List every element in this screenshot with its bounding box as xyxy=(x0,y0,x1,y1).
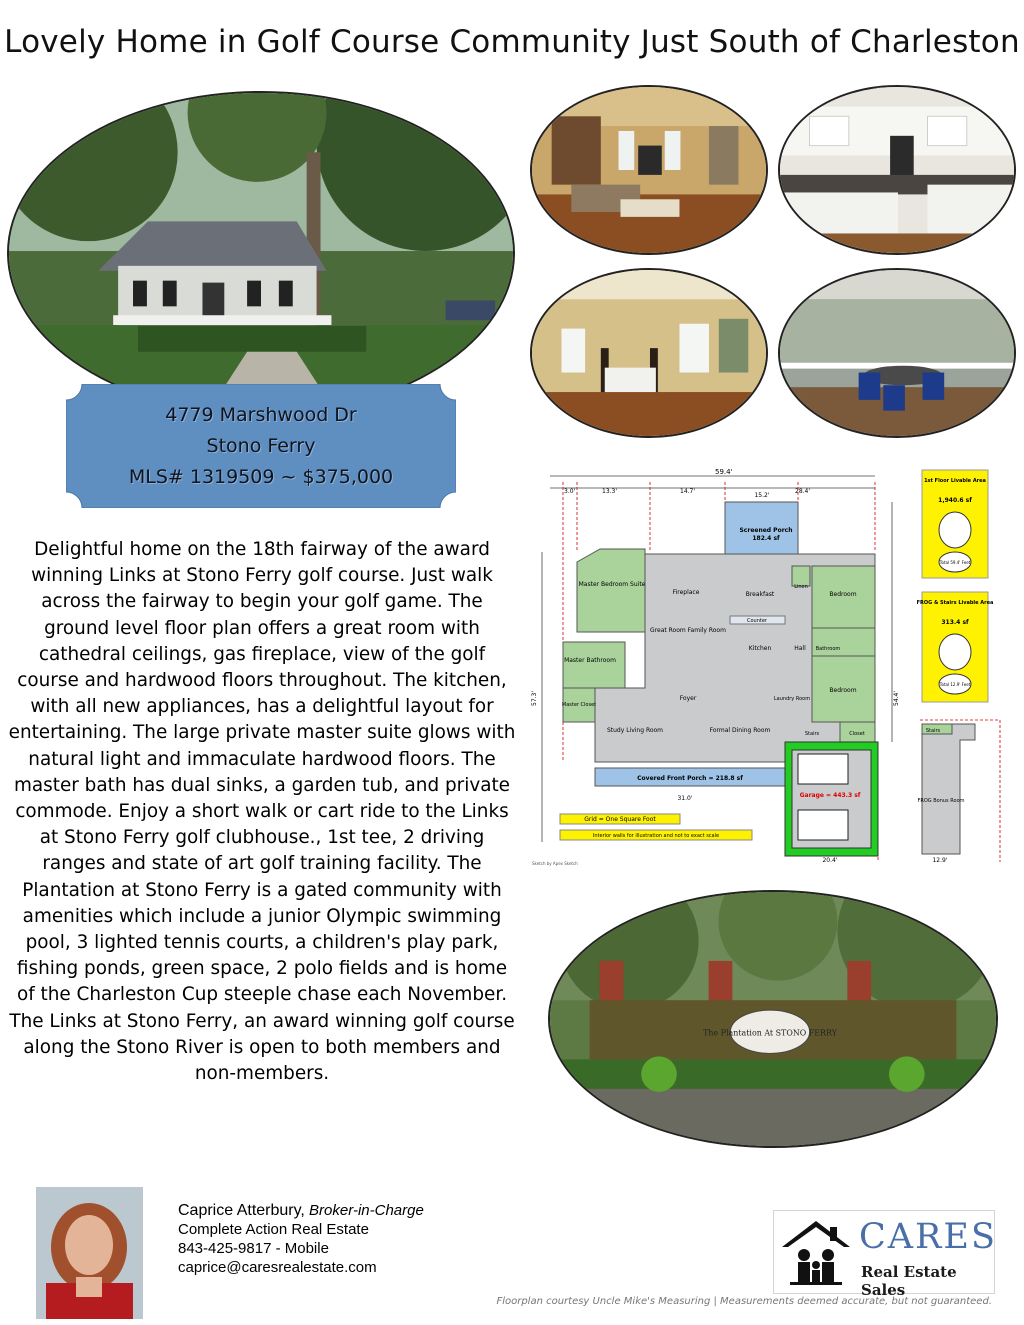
box-total: Total 12.9' Feet xyxy=(939,682,971,687)
legend-interior: Interior walls for illustration and not to exact scale xyxy=(592,833,720,839)
agent-photo xyxy=(36,1187,143,1319)
room-label: Linen xyxy=(794,584,808,590)
entrance-sign-text: The Plantation At STONO FERRY xyxy=(703,1028,837,1038)
room-label: Breakfast xyxy=(745,591,775,598)
page-title: Lovely Home in Golf Course Community Just South of Charleston xyxy=(4,24,1020,60)
box-title: FROG & Stairs Livable Area xyxy=(916,600,994,606)
dim-text: 20.4' xyxy=(822,857,838,864)
agent-email[interactable]: caprice@caresrealestate.com xyxy=(178,1259,377,1276)
box-value: 1,940.6 sf xyxy=(938,497,972,504)
room-label: Garage = 443.3 sf xyxy=(799,792,861,799)
room-label: Laundry Room xyxy=(773,696,811,702)
room-label: Master Bedroom Suite xyxy=(578,581,646,588)
logo-subtitle: Real Estate Sales xyxy=(861,1263,957,1299)
dim-text: 31.0' xyxy=(677,795,693,802)
floor-plan xyxy=(530,462,1010,870)
address-street: 4779 Marshwood Dr xyxy=(165,404,357,426)
room-label: Stairs xyxy=(804,731,820,737)
room-label: Foyer xyxy=(679,695,697,702)
exterior-photo xyxy=(7,91,515,415)
address-neighborhood: Stono Ferry xyxy=(206,435,316,457)
dim-text: 59.4' xyxy=(715,468,733,476)
kitchen-photo xyxy=(778,85,1016,255)
dim-text: 15.2' xyxy=(754,492,770,499)
floorplan-credit: Floorplan courtesy Uncle Mike's Measuring | Measurements deemed accurate, but not guaranteed. xyxy=(496,1296,992,1307)
agent-info xyxy=(178,1201,424,1277)
address-plaque xyxy=(66,384,456,508)
box-value: 313.4 sf xyxy=(941,619,969,626)
property-description: Delightful home on the 18th fairway of the award winning Links at Stono Ferry golf course. Just walk across the fairway to begin your golf game. The ground level floor plan offers a great room with cathedral ceilings, gas fireplace, view of the golf course and hardwood floors throughout. The kitchen, with all new appliances, has a delightful layout for entertaining. The large private master suite glows with natural light and immaculate hardwood floors. The master bath has dual sinks, a garden tub, and private commode. Enjoy a short walk or cart ride to the Links at Stono Ferry golf clubhouse., 1st tee, 2 driving ranges and state of art golf training facility. The Plantation at Stono Ferry is a gated community with amenities which include a junior Olympic swimming pool, 3 lighted tennis courts, a children's play park, fishing ponds, green space, 2 polo fields and is home of the Charleston Cup steeple chase each November. The Links at Stono Ferry, an award winning golf course along the Stono River is open to both members and non-members. xyxy=(8,539,516,1085)
legend-grid: Grid = One Square Foot xyxy=(584,816,656,823)
box-title: 1st Floor Livable Area xyxy=(924,478,986,484)
room-label: Kitchen xyxy=(748,645,772,652)
room-label: Formal Dining Room xyxy=(709,727,771,734)
dim-text: 3.0' xyxy=(564,488,576,495)
box-total: Total 59.4' Feet xyxy=(939,560,971,565)
living-room-photo xyxy=(530,85,768,255)
agent-company: Complete Action Real Estate xyxy=(178,1221,369,1238)
room-label: FROG Bonus Room xyxy=(917,798,965,804)
dim-text: 14.7' xyxy=(680,488,696,495)
agent-phone[interactable]: 843-425-9817 - Mobile xyxy=(178,1240,329,1257)
room-label: Covered Front Porch = 218.8 sf xyxy=(637,775,743,782)
room-area: 182.4 sf xyxy=(752,535,780,542)
entrance-sign-photo xyxy=(548,890,998,1148)
legend-sketch: Sketch by Apex Sketch xyxy=(532,861,578,866)
room-label: Fireplace xyxy=(672,589,700,596)
room-label: Study Living Room xyxy=(606,727,664,734)
room-label: Bathroom xyxy=(815,646,841,652)
dim-text: 28.4' xyxy=(795,488,811,495)
room-label: Master Closet xyxy=(561,702,597,708)
room-label: Great Room Family Room xyxy=(650,627,726,634)
cares-logo xyxy=(773,1210,997,1299)
dim-text: 12.9' xyxy=(932,857,948,864)
room-label: Closet xyxy=(849,731,865,737)
mls-price: MLS# 1319509 ~ $375,000 xyxy=(128,466,394,488)
room-label: Bedroom xyxy=(829,687,857,694)
bedroom-photo xyxy=(530,268,768,438)
logo-brand: CARES xyxy=(859,1217,997,1257)
agent-role: Broker-in-Charge xyxy=(309,1202,424,1219)
agent-name: Caprice Atterbury, xyxy=(178,1202,305,1219)
room-label: Hall xyxy=(794,645,806,652)
room-label: Bedroom xyxy=(829,591,857,598)
dim-text: 57.3' xyxy=(531,690,538,706)
room-label: Master Bathroom xyxy=(564,657,616,664)
house-people-icon xyxy=(774,1211,858,1291)
room-label: Counter xyxy=(747,618,767,624)
dim-text: 13.3' xyxy=(602,488,618,495)
dim-text: 54.4' xyxy=(893,690,900,706)
screened-porch-photo xyxy=(778,268,1016,438)
room-label: Screened Porch xyxy=(739,527,793,534)
room-label: Stairs xyxy=(925,728,941,734)
